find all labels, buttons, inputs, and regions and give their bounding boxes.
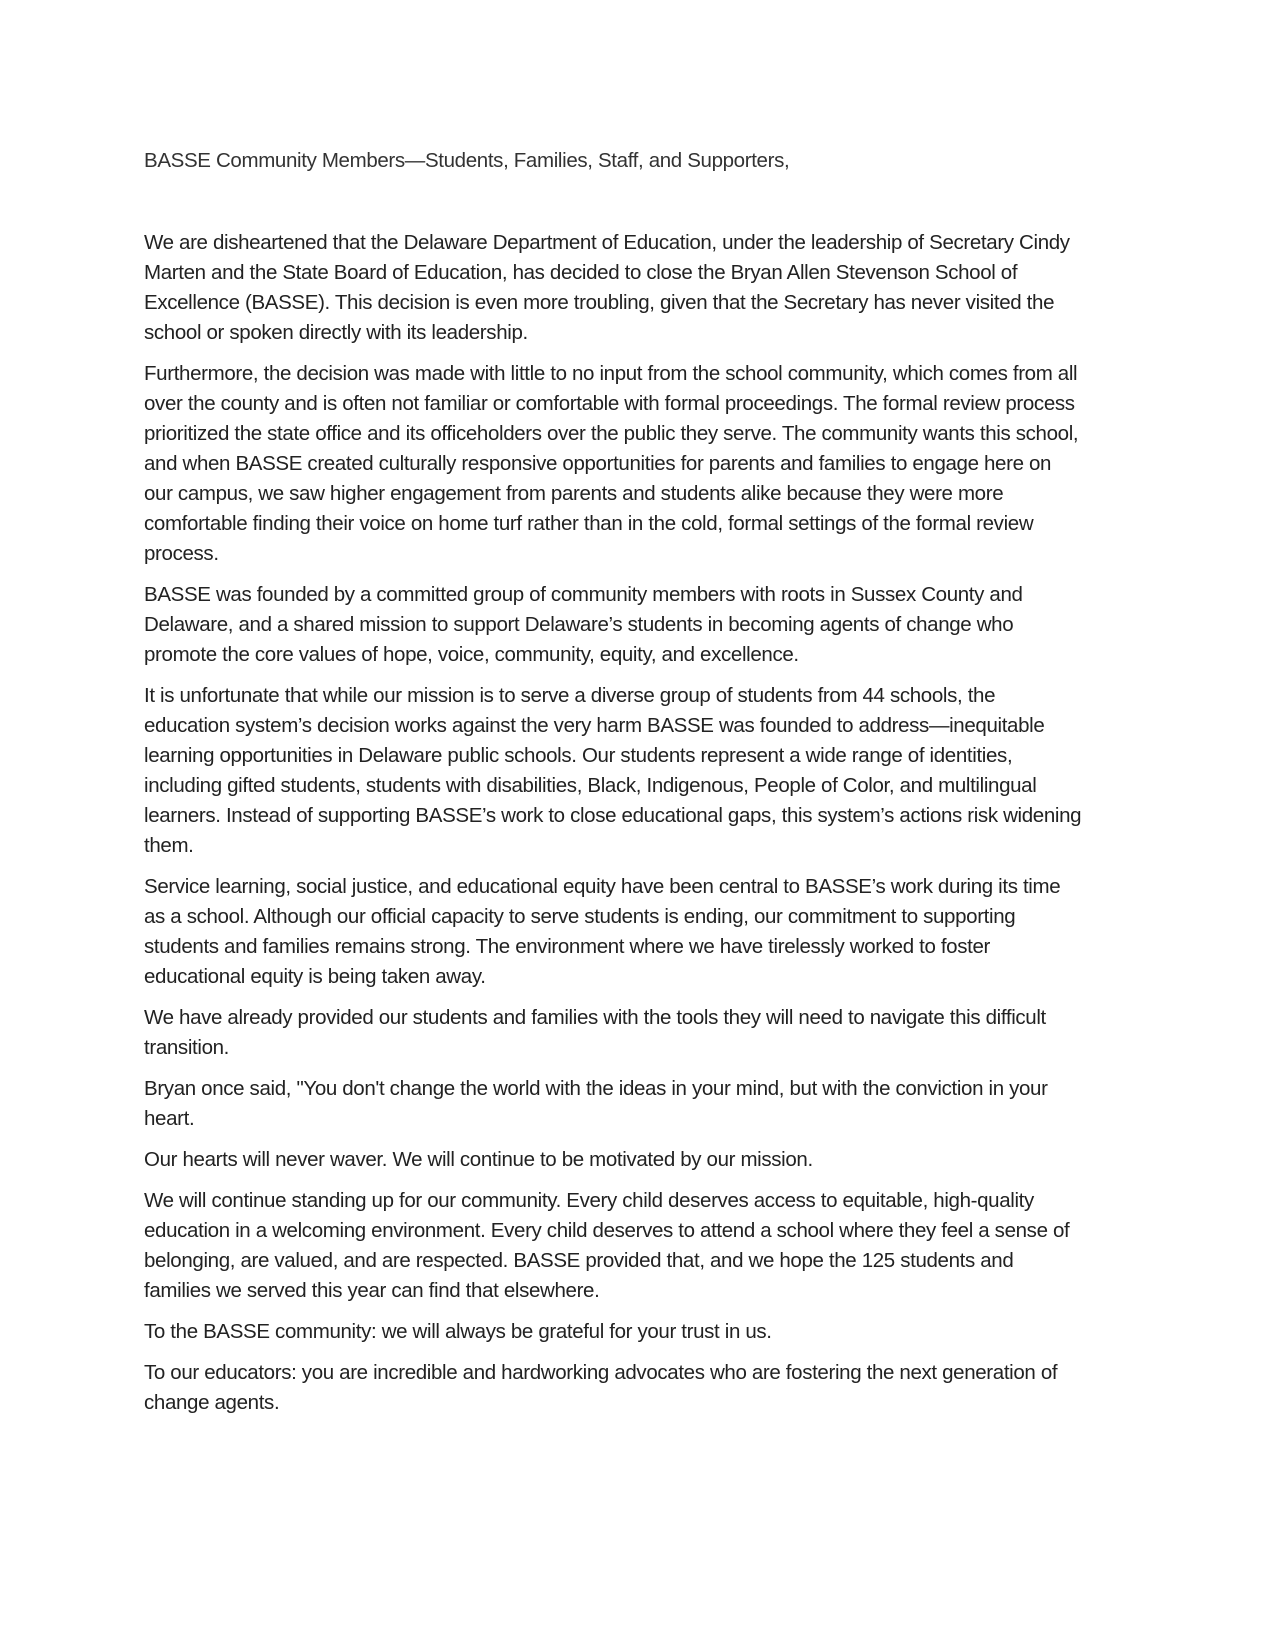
- paragraph-decision: We are disheartened that the Delaware Department of Education, under the leadership of Secretary Cindy Marten and the State Board of Education, has decided to close the Bryan Allen Stevenson School of Excellence (BASSE). This decision is even more troubling, given that the Secretary has never visited the school or spoken directly with its leadership.: [144, 231, 1070, 344]
- paragraph-community: We will continue standing up for our community. Every child deserves access to equitable, high-quality education in a welcoming environment. Every child deserves to attend a school where they feel a sense of belonging, are valued, and are respected. BASSE provided that, and we hope the 125 students and families we served this year can find that elsewhere.: [144, 1189, 1070, 1302]
- paragraph-transition: We have already provided our students and families with the tools they will need to navigate this difficult transition.: [144, 1006, 1046, 1059]
- salutation: BASSE Community Members—Students, Families, Staff, and Supporters,: [144, 149, 790, 172]
- paragraph-quote: Bryan once said, "You don't change the world with the ideas in your mind, but with the conviction in your heart.: [144, 1077, 1048, 1130]
- paragraph-educators: To our educators: you are incredible and hardworking advocates who are fostering the next generation of change agents.: [144, 1361, 1058, 1414]
- paragraph-process: Furthermore, the decision was made with little to no input from the school community, which comes from all over the county and is often not familiar or comfortable with formal proceedings. The formal review process prioritized the state office and its officeholders over the public they serve. The community wants this school, and when BASSE created culturally responsive opportunities for parents and families to engage here on our campus, we saw higher engagement from parents and students alike because they were more comfortable finding their voice on home turf rather than in the cold, formal settings of the formal review process.: [144, 362, 1079, 565]
- paragraph-service: Service learning, social justice, and educational equity have been central to BASSE’s work during its time as a school. Although our official capacity to serve students is ending, our commitment to supporting students and families remains strong. The environment where we have tirelessly worked to foster educational equity is being taken away.: [144, 875, 1061, 988]
- paragraph-hearts: Our hearts will never waver. We will continue to be motivated by our mission.: [144, 1148, 813, 1171]
- paragraph-mission: It is unfortunate that while our mission is to serve a diverse group of students from 44 schools, the education system’s decision works against the very harm BASSE was founded to address—inequitable learning opportunities in Delaware public schools. Our students represent a wide range of identities, including gifted students, students with disabilities, Black, Indigenous, People of Color, and multilingual learners. Instead of supporting BASSE’s work to close educational gaps, this system’s actions risk widening them.: [144, 684, 1082, 857]
- letter-page: [144, 146, 1084, 1429]
- paragraph-founding: BASSE was founded by a committed group of community members with roots in Sussex County and Delaware, and a shared mission to support Delaware’s students in becoming agents of change who promote the core values of hope, voice, community, equity, and excellence.: [144, 583, 1023, 666]
- paragraph-gratitude: To the BASSE community: we will always be grateful for your trust in us.: [144, 1320, 772, 1343]
